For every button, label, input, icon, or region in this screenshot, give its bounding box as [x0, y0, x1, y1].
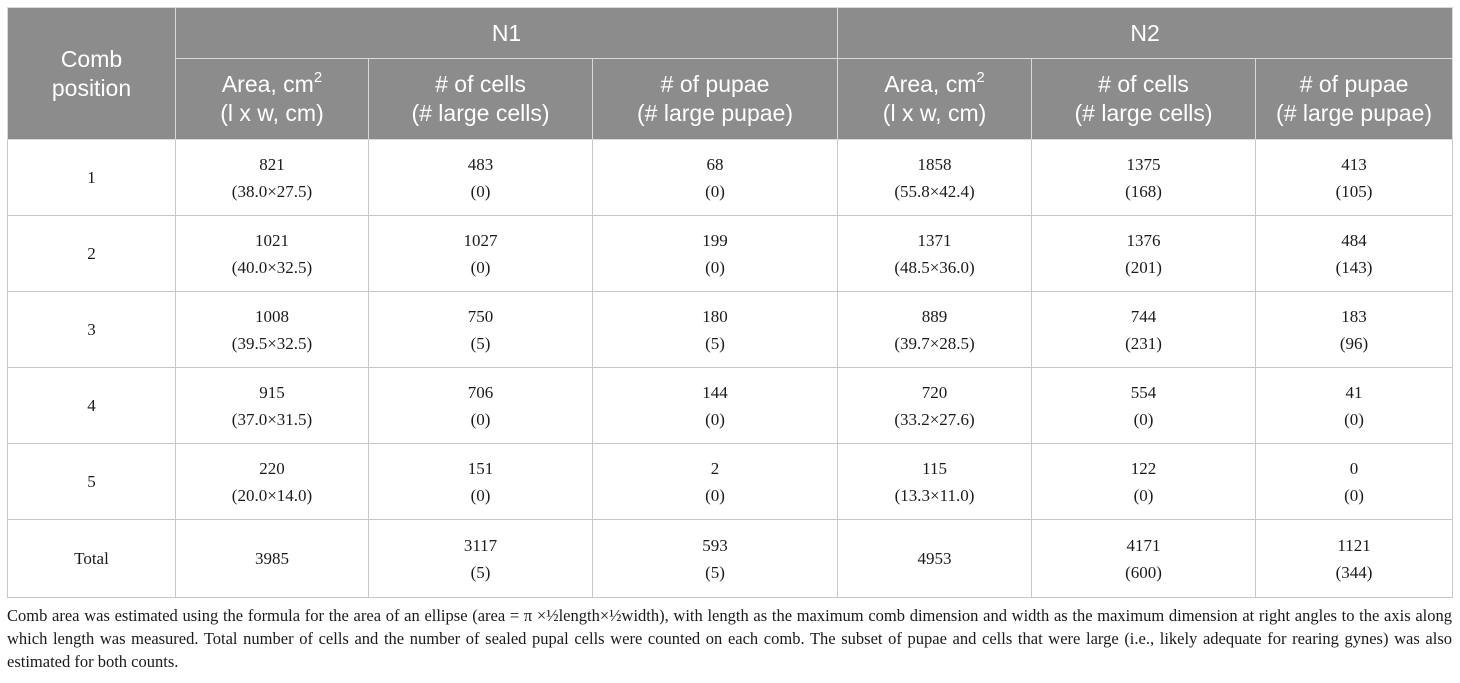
table-cell [1256, 444, 1453, 520]
table-cell [1256, 216, 1453, 292]
cell-value: 199 [702, 230, 728, 250]
column-header-row [8, 59, 1453, 140]
cell-value: 4171 [1126, 535, 1161, 555]
cell-subvalue: (20.0×14.0) [231, 485, 313, 505]
table-cell [369, 216, 593, 292]
cell-value: 750 [467, 306, 494, 326]
cell-value: 144 [702, 382, 728, 402]
cell-value: 744 [1130, 306, 1157, 326]
cell-subvalue: (168) [1125, 181, 1162, 201]
cell-value: 1858 [917, 154, 952, 174]
cell-subvalue: (0) [705, 485, 725, 505]
table-row [8, 216, 1453, 292]
table-cell [838, 368, 1032, 444]
cell-subvalue: (39.7×28.5) [894, 333, 975, 353]
table-cell [593, 216, 838, 292]
comb-position-header-line1: Comb [60, 45, 123, 72]
cell-subvalue: (37.0×31.5) [231, 409, 313, 429]
cell-subvalue: (143) [1335, 257, 1373, 277]
table-cell [176, 520, 369, 598]
table-cell [176, 444, 369, 520]
table-cell [1032, 140, 1256, 216]
cell-subvalue: (0) [470, 485, 491, 505]
cell-subvalue: (38.0×27.5) [231, 181, 313, 201]
table-cell [1032, 520, 1256, 598]
cell-value: 115 [922, 458, 947, 478]
cell-value: 821 [259, 154, 285, 174]
column-header-pupae-n1 [593, 59, 838, 140]
cell-value: 0 [1349, 458, 1359, 478]
cell-subvalue: (5) [470, 562, 491, 582]
table-cell [176, 140, 369, 216]
cell-subvalue: (55.8×42.4) [894, 181, 975, 201]
cell-value: 4953 [917, 549, 952, 568]
cell-value: 483 [467, 154, 494, 174]
cell-value: 1027 [463, 230, 498, 250]
table-row [8, 368, 1453, 444]
cell-value: 122 [1130, 458, 1157, 478]
table-cell [593, 368, 838, 444]
cell-subvalue: (40.0×32.5) [231, 257, 313, 277]
cell-value: 151 [467, 458, 494, 478]
table-cell [176, 368, 369, 444]
table-cell [1256, 368, 1453, 444]
column-header-line1: # of pupae [660, 71, 770, 97]
cell-value: 68 [706, 154, 724, 174]
cell-subvalue: (0) [705, 181, 725, 201]
comb-position-header [8, 8, 176, 140]
cell-subvalue: (48.5×36.0) [894, 257, 975, 277]
cell-subvalue: (0) [705, 409, 725, 429]
group-header-n2: N2 [838, 8, 1453, 59]
cell-value: 3985 [255, 549, 289, 568]
cell-subvalue: (105) [1335, 181, 1373, 201]
data-table [7, 7, 1453, 598]
cell-value: 3117 [463, 535, 498, 555]
cell-value: 1021 [255, 230, 289, 250]
superscript: 2 [313, 69, 323, 86]
table-cell [593, 520, 838, 598]
table-footnote: Comb area was estimated using the formula for the area of an ellipse (area = π ×½length×½width), with length as the maximum comb dimension and width as the maximum dimension at right angles to the axis along which length was measured. Total number of cells and the number of sealed pupal cells were counted on each comb. The subset of pupae and cells that were large (i.e., likely adequate for rearing gynes) was also estimated for both counts. [7, 606, 1452, 671]
table-row [8, 444, 1453, 520]
cell-value: 1371 [917, 230, 952, 250]
cell-subvalue: (0) [470, 257, 491, 277]
column-header-line2: (# large cells) [1074, 100, 1213, 126]
superscript: 2 [976, 69, 985, 86]
cell-value: 554 [1130, 382, 1157, 402]
cell-value: 183 [1341, 306, 1367, 326]
table-cell [593, 140, 838, 216]
cell-subvalue: (33.2×27.6) [894, 409, 975, 429]
cell-subvalue: (0) [1344, 409, 1364, 429]
cell-subvalue: (231) [1125, 333, 1162, 353]
column-header-area-n2 [838, 59, 1032, 140]
cell-value: 1008 [255, 306, 289, 326]
cell-value: 1376 [1126, 230, 1161, 250]
cell-value: 180 [702, 306, 728, 326]
comb-position-header-line2: position [51, 74, 132, 101]
row-label-cell: 3 [8, 292, 176, 368]
cell-subvalue: (344) [1335, 562, 1373, 582]
cell-subvalue: (600) [1125, 562, 1162, 582]
table-row [8, 520, 1453, 598]
column-header-line2: (l x w, cm) [882, 100, 987, 126]
table-cell [369, 444, 593, 520]
column-header-line2: (# large pupae) [1276, 100, 1433, 126]
cell-subvalue: (0) [1133, 485, 1154, 505]
table-container [7, 7, 1452, 673]
cell-subvalue: (0) [1344, 485, 1364, 505]
cell-value: 41 [1345, 382, 1363, 402]
cell-value: 915 [259, 382, 285, 402]
row-label-cell: Total [8, 520, 176, 598]
table-cell [1032, 444, 1256, 520]
group-header-n1: N1 [176, 8, 838, 59]
column-header-line1: # of cells [435, 71, 526, 97]
column-header-line2: (# large pupae) [637, 100, 794, 126]
table-cell [1256, 520, 1453, 598]
table-cell [369, 140, 593, 216]
table-cell [176, 216, 369, 292]
row-label-cell: 2 [8, 216, 176, 292]
table-cell [1256, 140, 1453, 216]
cell-subvalue: (0) [705, 257, 725, 277]
table-cell [593, 292, 838, 368]
column-header-cells-n1 [369, 59, 593, 140]
cell-subvalue: (0) [470, 181, 491, 201]
table-cell [838, 444, 1032, 520]
table-cell [838, 292, 1032, 368]
table-cell [369, 368, 593, 444]
table-cell [838, 520, 1032, 598]
row-label-cell: 1 [8, 140, 176, 216]
column-header-area-n1 [176, 59, 369, 140]
cell-subvalue: (13.3×11.0) [894, 485, 975, 505]
column-header-line1: # of pupae [1299, 71, 1409, 97]
cell-value: 1121 [1337, 535, 1371, 555]
cell-subvalue: (5) [470, 333, 491, 353]
cell-value: 889 [921, 306, 948, 326]
cell-value: 413 [1341, 154, 1367, 174]
table-cell [1032, 292, 1256, 368]
cell-subvalue: (201) [1125, 257, 1162, 277]
cell-value: 706 [467, 382, 494, 402]
cell-subvalue: (5) [705, 562, 725, 582]
table-cell [1032, 368, 1256, 444]
row-label-cell: 4 [8, 368, 176, 444]
column-header-line1: Area, cm [221, 71, 314, 97]
column-header-pupae-n2 [1256, 59, 1453, 140]
table-cell [838, 140, 1032, 216]
table-body [8, 140, 1453, 598]
cell-subvalue: (5) [705, 333, 725, 353]
row-label-cell: 5 [8, 444, 176, 520]
group-header-row [8, 8, 1453, 59]
table-cell [369, 520, 593, 598]
cell-subvalue: (0) [1133, 409, 1154, 429]
cell-value: 720 [921, 382, 948, 402]
cell-value: 484 [1341, 230, 1367, 250]
table-cell [369, 292, 593, 368]
column-header-line1: Area, cm [884, 71, 977, 97]
column-header-line2: (l x w, cm) [220, 100, 324, 126]
table-cell [176, 292, 369, 368]
table-cell [1032, 216, 1256, 292]
cell-subvalue: (0) [470, 409, 491, 429]
column-header-cells-n2 [1032, 59, 1256, 140]
cell-subvalue: (96) [1339, 333, 1369, 353]
table-cell [593, 444, 838, 520]
table-cell [838, 216, 1032, 292]
table-cell [1256, 292, 1453, 368]
cell-subvalue: (39.5×32.5) [231, 333, 313, 353]
cell-value: 2 [710, 458, 720, 478]
cell-value: 593 [702, 535, 728, 555]
column-header-line1: # of cells [1098, 71, 1189, 97]
table-row [8, 292, 1453, 368]
table-row [8, 140, 1453, 216]
column-header-line2: (# large cells) [411, 100, 550, 126]
cell-value: 1375 [1126, 154, 1161, 174]
cell-value: 220 [259, 458, 285, 478]
